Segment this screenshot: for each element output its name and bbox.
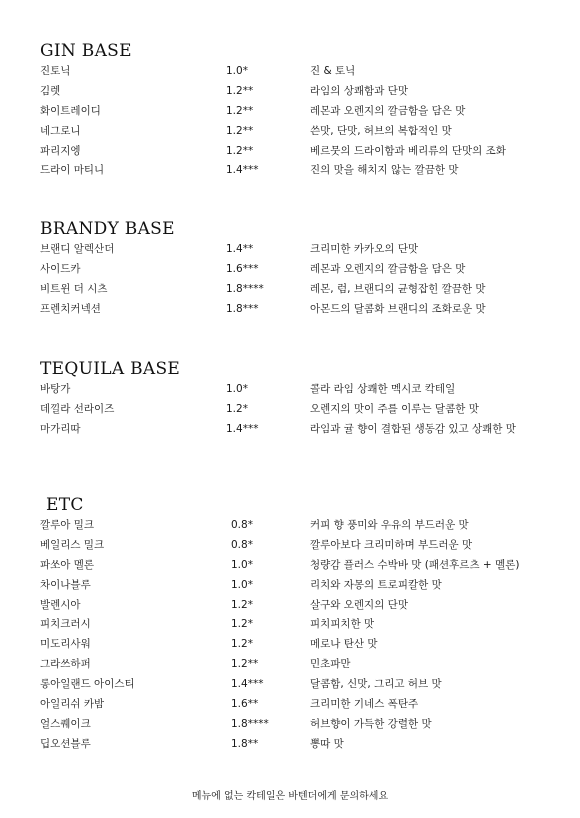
item-price: 0.8*: [231, 538, 253, 551]
item-description: 레몬, 럼, 브랜디의 균형잡힌 깔끔한 맛: [310, 282, 486, 295]
item-name: 데낄라 선라이즈: [40, 402, 115, 415]
item-price: 1.2*: [231, 638, 253, 651]
item-name: 미도리사워: [40, 638, 91, 651]
item-name: 깔루아 밀크: [40, 519, 95, 531]
menu-list: [0, 240, 580, 320]
item-description: 진의 맛을 해치지 않는 깔끔한 맛: [310, 164, 459, 177]
menu-item: [0, 142, 580, 162]
item-description: 달콤함, 신맛, 그리고 허브 맛: [310, 678, 442, 691]
item-description: 메로나 탄산 맛: [310, 638, 378, 651]
item-price: 1.0*: [226, 383, 248, 395]
item-price: 1.4***: [226, 422, 259, 435]
menu-list: [0, 62, 580, 181]
item-price: 1.4***: [226, 164, 259, 177]
item-description: 청량감 플러스 수박바 맛 (패션후르츠 + 멜론): [310, 558, 520, 571]
item-price: 1.2*: [231, 618, 253, 631]
menu-item: [0, 122, 580, 142]
item-name: 베일리스 밀크: [40, 538, 105, 551]
item-description: 뽕따 맛: [310, 737, 344, 750]
item-name: 바탕가: [40, 383, 71, 395]
item-description: 오렌지의 맛이 주를 이루는 달콤한 맛: [310, 402, 479, 415]
item-description: 아몬드의 달콤화 브랜디의 조화로운 맛: [310, 302, 486, 315]
item-description: 살구와 오렌지의 단맛: [310, 598, 408, 611]
item-price: 1.8****: [231, 717, 269, 730]
item-name: 진토닉: [40, 65, 71, 77]
item-price: 1.6***: [226, 262, 259, 275]
item-price: 1.0*: [231, 578, 253, 591]
item-description: 크리미한 기네스 폭탄주: [310, 698, 419, 711]
menu-item: [0, 596, 580, 616]
item-price: 1.2**: [226, 124, 254, 137]
item-description: 민초파만: [310, 658, 351, 671]
item-price: 1.0*: [231, 558, 253, 571]
item-name: 파쏘아 멜론: [40, 558, 95, 571]
item-description: 레몬과 오렌지의 깔금함을 담은 맛: [310, 104, 466, 117]
item-name: 피치크러시: [40, 618, 91, 631]
item-name: 발렌시아: [40, 598, 81, 611]
footer-note: 메뉴에 없는 칵테일은 바텐더에게 문의하세요: [191, 791, 389, 802]
item-name: 네그로니: [40, 124, 81, 137]
item-price: 1.2**: [226, 104, 254, 117]
item-price: 1.2**: [226, 144, 254, 157]
item-price: 1.8**: [231, 737, 259, 750]
item-description: 커피 향 풍미와 우유의 부드러운 맛: [310, 519, 469, 531]
menu-item: [0, 735, 580, 755]
item-description: 콜라 라임 상쾌한 멕시코 칵테일: [310, 383, 456, 395]
item-name: 프렌치커넥션: [40, 302, 101, 315]
item-name: 차이나블루: [40, 578, 91, 591]
item-name: 사이드카: [40, 262, 81, 275]
item-price: 1.2*: [226, 402, 248, 415]
item-description: 베르뭇의 드라이함과 베리류의 단맛의 조화: [310, 144, 506, 157]
menu-item: [0, 400, 580, 420]
menu-item: [0, 240, 580, 260]
item-description: 라임의 상쾌함과 단맛: [310, 84, 408, 97]
section-title: BRANDY BASE: [40, 219, 175, 239]
menu-list: [0, 516, 580, 755]
menu-item: [0, 380, 580, 400]
item-description: 리치와 자몽의 트로피칼한 맛: [310, 578, 442, 591]
menu-item: [0, 556, 580, 576]
item-price: 0.8*: [231, 519, 253, 531]
item-price: 1.2**: [231, 658, 259, 671]
item-price: 1.6**: [231, 698, 259, 711]
menu-item: [0, 420, 580, 440]
item-name: 롱아일랜드 아이스티: [40, 678, 135, 691]
menu-item: [0, 536, 580, 556]
item-name: 얼스퀘이크: [40, 717, 91, 730]
item-price: 1.4**: [226, 243, 254, 255]
menu-item: [0, 675, 580, 695]
menu-item: [0, 102, 580, 122]
item-description: 크리미한 카카오의 단맛: [310, 243, 419, 255]
item-name: 화이트레이디: [40, 104, 101, 117]
item-price: 1.4***: [231, 678, 264, 691]
section-title: ETC: [46, 495, 84, 515]
item-price: 1.2*: [231, 598, 253, 611]
item-name: 김렛: [40, 84, 61, 97]
item-name: 드라이 마티니: [40, 164, 105, 177]
item-description: 피치피치한 맛: [310, 618, 375, 631]
menu-item: [0, 635, 580, 655]
item-description: 깔루아보다 크리미하며 부드러운 맛: [310, 538, 473, 551]
item-name: 아일리쉬 카밤: [40, 698, 105, 711]
menu-item: [0, 300, 580, 320]
item-description: 쓴맛, 단맛, 허브의 복합적인 맛: [310, 124, 452, 137]
menu-item: [0, 715, 580, 735]
menu-item: [0, 161, 580, 181]
menu-item: [0, 615, 580, 635]
item-name: 마가리따: [40, 422, 81, 435]
menu-item: [0, 82, 580, 102]
item-description: 진 & 토닉: [310, 65, 356, 77]
item-price: 1.8****: [226, 282, 264, 295]
section-title: GIN BASE: [40, 41, 132, 61]
menu-item: [0, 280, 580, 300]
menu-item: [0, 260, 580, 280]
item-description: 레몬과 오렌지의 깔금함을 담은 맛: [310, 262, 466, 275]
item-name: 브랜디 알렉산더: [40, 243, 115, 255]
item-price: 1.8***: [226, 302, 259, 315]
item-name: 파리지엥: [40, 144, 81, 157]
menu-item: [0, 576, 580, 596]
item-price: 1.0*: [226, 65, 248, 77]
menu-item: [0, 62, 580, 82]
item-name: 그라쓰하퍼: [40, 658, 91, 671]
menu-list: [0, 380, 580, 440]
item-name: 딥오션블루: [40, 737, 91, 750]
item-name: 비트윈 더 시츠: [40, 282, 108, 295]
menu-item: [0, 695, 580, 715]
item-description: 라임과 귤 향이 결합된 생동감 있고 상쾌한 맛: [310, 422, 516, 435]
section-title: TEQUILA BASE: [40, 359, 181, 379]
menu-item: [0, 516, 580, 536]
item-description: 허브향이 가득한 강렬한 맛: [310, 717, 432, 730]
item-price: 1.2**: [226, 84, 254, 97]
menu-item: [0, 655, 580, 675]
